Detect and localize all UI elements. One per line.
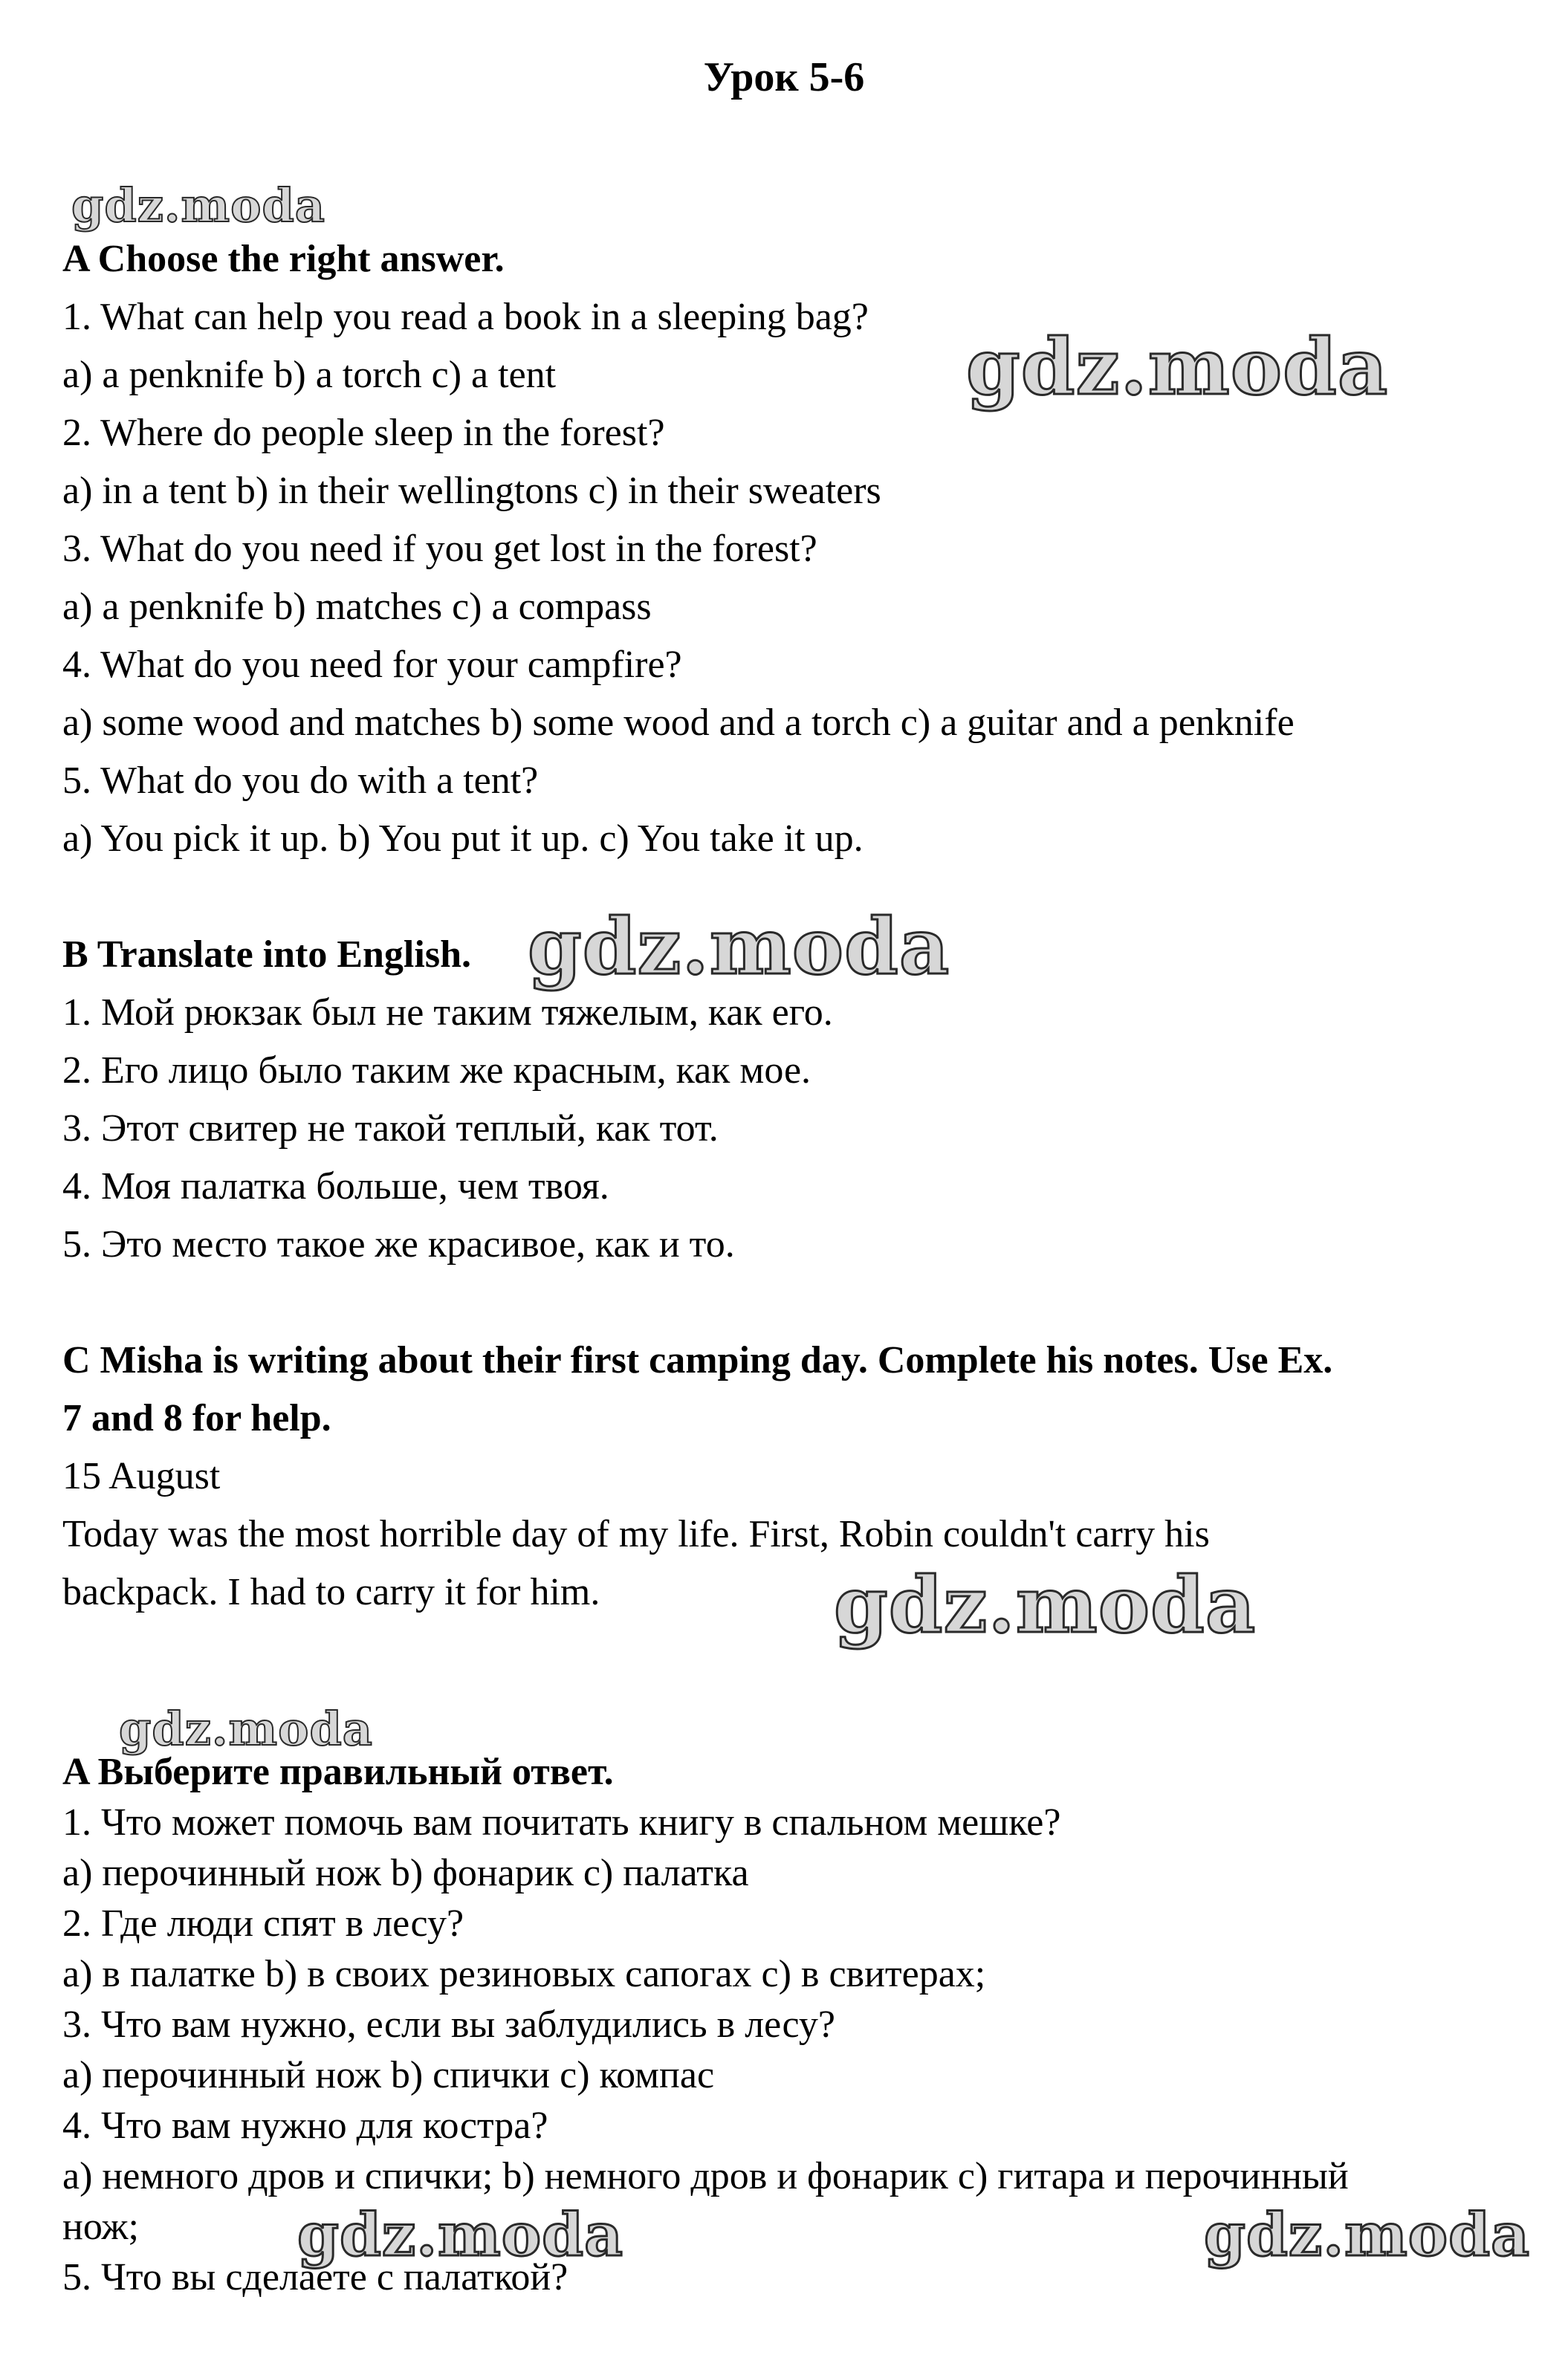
page-title: Урок 5-6 <box>703 54 865 100</box>
section-a-ru-line: a) перочинный нож b) спички c) компас <box>62 2054 715 2096</box>
section-a-ru-line: 3. Что вам нужно, если вы заблудились в лесу? <box>62 2003 835 2046</box>
watermark: gdz.moda <box>834 1559 1257 1650</box>
watermark: gdz.moda <box>71 178 325 233</box>
section-c-heading: C Misha is writing about their first camping day. Complete his notes. Use Ex. <box>62 1339 1333 1381</box>
section-c-date: 15 August <box>62 1455 221 1497</box>
section-a-ru-heading: A Выберите правильный ответ. <box>62 1751 614 1793</box>
section-c-text: backpack. I had to carry it for him. <box>62 1571 600 1613</box>
watermark: gdz.moda <box>528 901 950 992</box>
section-c-heading: 7 and 8 for help. <box>62 1397 331 1439</box>
section-a-line: 4. What do you need for your campfire? <box>62 644 682 686</box>
watermark: gdz.moda <box>297 2200 623 2270</box>
watermark: gdz.moda <box>966 321 1389 412</box>
section-a-ru-line: 2. Где люди спят в лесу? <box>62 1902 464 1945</box>
section-a-line: a) some wood and matches b) some wood and a torch c) a guitar and a penknife <box>62 702 1295 744</box>
section-a-ru-line: 4. Что вам нужно для костра? <box>62 2105 548 2147</box>
watermark: gdz.moda <box>119 1702 373 1756</box>
section-a-heading: A Choose the right answer. <box>62 238 505 280</box>
section-a-ru-line: 5. Что вы сделаете с палаткой? <box>62 2256 568 2298</box>
section-b-heading: B Translate into English. <box>62 933 471 976</box>
section-a-line: a) a penknife b) matches c) a compass <box>62 586 652 628</box>
section-a-line: a) in a tent b) in their wellingtons c) in their sweaters <box>62 470 881 512</box>
watermark: gdz.moda <box>1204 2200 1530 2270</box>
section-a-line: a) You pick it up. b) You put it up. c) You take it up. <box>62 817 864 860</box>
section-b-line: 5. Это место такое же красивое, как и то. <box>62 1223 735 1266</box>
section-b-line: 4. Моя палатка больше, чем твоя. <box>62 1165 609 1208</box>
section-a-ru-line: a) немного дров и спички; b) немного дров и фонарик c) гитара и перочинный <box>62 2155 1349 2197</box>
section-a-line: a) a penknife b) a torch c) a tent <box>62 354 557 396</box>
section-a-line: 1. What can help you read a book in a sleeping bag? <box>62 296 869 338</box>
section-b-line: 3. Этот свитер не такой теплый, как тот. <box>62 1107 719 1150</box>
section-b-line: 1. Мой рюкзак был не таким тяжелым, как его. <box>62 991 833 1034</box>
section-a-ru-line: a) перочинный нож b) фонарик c) палатка <box>62 1852 749 1894</box>
section-b-line: 2. Его лицо было таким же красным, как мое. <box>62 1049 811 1092</box>
section-a-line: 5. What do you do with a tent? <box>62 759 539 802</box>
section-c-text: Today was the most horrible day of my life. First, Robin couldn't carry his <box>62 1513 1210 1555</box>
section-a-line: 2. Where do people sleep in the forest? <box>62 412 665 454</box>
section-a-ru-line: нож; <box>62 2206 139 2248</box>
section-a-line: 3. What do you need if you get lost in the forest? <box>62 528 817 570</box>
section-a-ru-line: a) в палатке b) в своих резиновых сапогах c) в свитерах; <box>62 1953 986 1995</box>
section-a-ru-line: 1. Что может помочь вам почитать книгу в спальном мешке? <box>62 1801 1061 1844</box>
